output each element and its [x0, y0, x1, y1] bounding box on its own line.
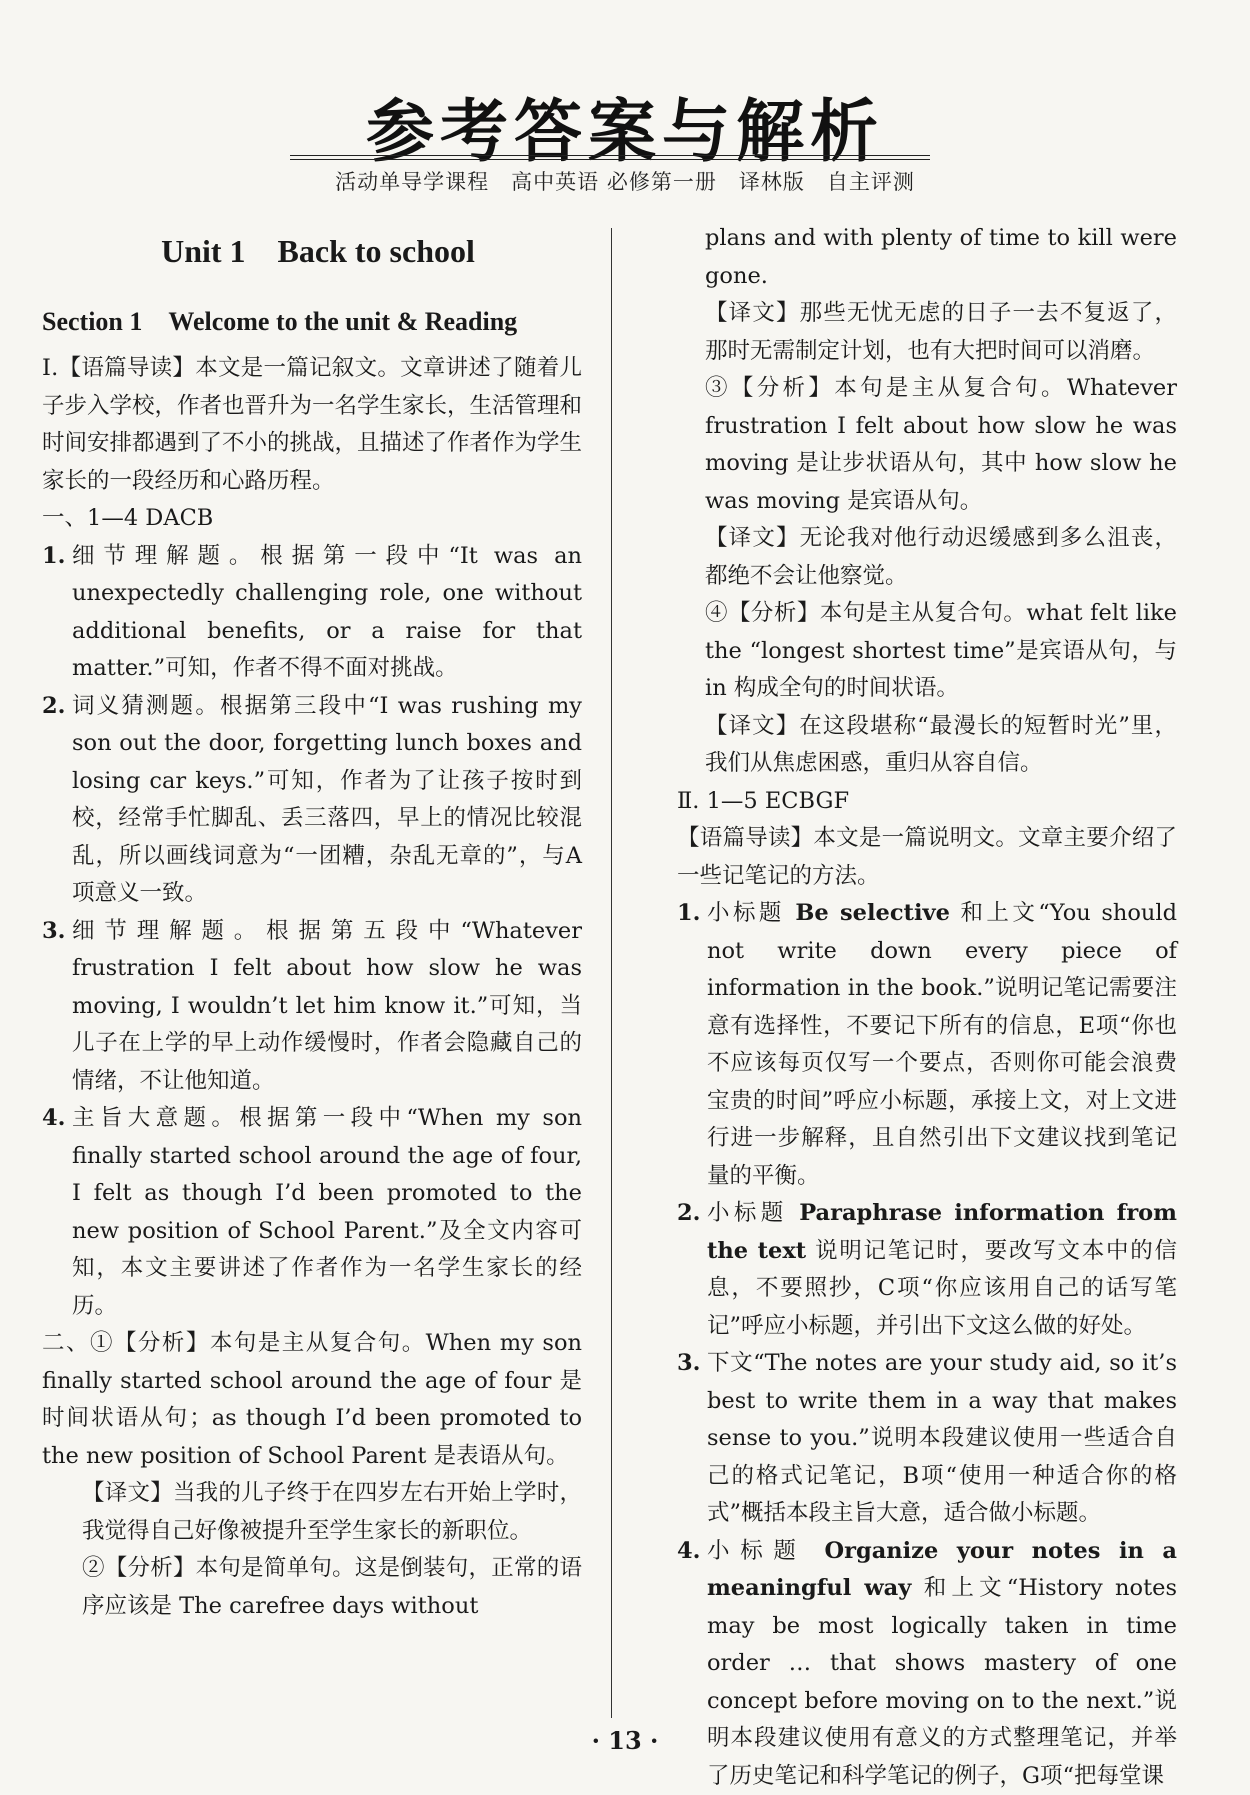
continued-paragraph: plans and with plenty of time to kill were gone. [677, 220, 1177, 295]
left-column [42, 222, 582, 1625]
item-text: 下文“The notes are your study aid, so it’s best to write them in a way that makes sense to you.”说明本段建议使用一些适合自己的格式记笔记，B项“使用一种适合你的格式”概括本段主旨大意，适合做小标题。 [707, 1345, 1177, 1533]
translation-paragraph: 【译文】当我的儿子终于在四岁左右开始上学时，我觉得自己好像被提升至学生家长的新职位。 [42, 1475, 582, 1550]
unit-title: Unit 1 Back to school [42, 230, 582, 272]
item-text: 小标题 Be selective 和上文“You should not write down every piece of information in the book.”说明记笔记需要注意有选择性，不要记下所有的信息，E项“你也不应该每页仅写一个要点，否则你可能会浪费宝贵的时间”呼应小标题，承接上文，对上文进行进一步解释，且自然引出下文建议找到笔记量的平衡。 [707, 895, 1177, 1195]
column-divider [611, 228, 612, 1718]
item-text: 小标题 Organize your notes in a meaningful way 和上文“History notes may be most logically taken in time order … that shows mastery of one concept before moving on to the next.”说明本段建议使用有意义的方式整理笔记，并举了历史笔记和科学笔记的例子，G项“把每堂课 [707, 1533, 1177, 1795]
list-item [42, 1100, 582, 1325]
header-rule-bottom [290, 159, 930, 160]
list-item [677, 1533, 1177, 1795]
list-item [677, 1345, 1177, 1533]
item-number: 2. [42, 688, 72, 913]
item-number: 1. [677, 895, 707, 1195]
list-item [42, 688, 582, 913]
item-number: 2. [677, 1195, 707, 1345]
item-number: 4. [677, 1533, 707, 1795]
item-text: 主旨大意题。根据第一段中“When my son finally started school around the age of four, I felt as though I’d been promoted to the new position of School Parent.”及全文内容可知，本文主要讲述了作者作为一名学生家长的经历。 [72, 1100, 582, 1325]
item-number: 3. [677, 1345, 707, 1533]
answer-key: Ⅱ. 1—5 ECBGF [677, 783, 1177, 821]
list-item [677, 895, 1177, 1195]
translation-paragraph: 【译文】那些无忧无虑的日子一去不复返了，那时无需制定计划，也有大把时间可以消磨。 [677, 295, 1177, 370]
passage-intro: 【语篇导读】本文是一篇说明文。文章主要介绍了一些记笔记的方法。 [677, 820, 1177, 895]
translation-paragraph: 【译文】在这段堪称“最漫长的短暂时光”里，我们从焦虑困惑，重归从容自信。 [677, 708, 1177, 783]
item-text: 词义猜测题。根据第三段中“I was rushing my son out the door, forgetting lunch boxes and losing car keys.”可知，作者为了让孩子按时到校，经常手忙脚乱、丢三落四，早上的情况比较混乱，所以画线词意为“一团糟，杂乱无章的”，与A项意义一致。 [72, 688, 582, 913]
right-column [677, 220, 1177, 1795]
page-title: 参考答案与解析 [0, 78, 1250, 175]
section-title: Section 1 Welcome to the unit & Reading [42, 302, 582, 342]
list-item [42, 538, 582, 688]
list-item [42, 913, 582, 1101]
analysis-paragraph: 二、①【分析】本句是主从复合句。When my son finally started school around the age of four 是时间状语从句；as though I’d been promoted to the new position of School Parent 是表语从句。 [42, 1325, 582, 1475]
header-rule-top [290, 155, 930, 156]
item-number: 4. [42, 1100, 72, 1325]
analysis-paragraph: ③【分析】本句是主从复合句。Whatever frustration I felt about how slow he was moving 是让步状语从句，其中 how slow he was moving 是宾语从句。 [677, 370, 1177, 520]
item-text: 细节理解题。根据第一段中“It was an unexpectedly challenging role, one without additional benefits, or a raise for that matter.”可知，作者不得不面对挑战。 [72, 538, 582, 688]
analysis-paragraph: ④【分析】本句是主从复合句。what felt like the “longest shortest time”是宾语从句，与 in 构成全句的时间状语。 [677, 595, 1177, 708]
answer-key: 一、1—4 DACB [42, 500, 582, 538]
item-text: 小标题 Paraphrase information from the text 说明记笔记时，要改写文本中的信息，不要照抄，C项“你应该用自己的话写笔记”呼应小标题，并引出下文这么做的好处。 [707, 1195, 1177, 1345]
list-item [677, 1195, 1177, 1345]
header-subtitle: 活动单导学课程 高中英语 必修第一册 译林版 自主评测 [0, 166, 1250, 196]
translation-paragraph: 【译文】无论我对他行动迟缓感到多么沮丧，都绝不会让他察觉。 [677, 520, 1177, 595]
item-text: 细节理解题。根据第五段中“Whatever frustration I felt about how slow he was moving, I wouldn’t let him know it.”可知，当儿子在上学的早上动作缓慢时，作者会隐藏自己的情绪，不让他知道。 [72, 913, 582, 1101]
page-number: · 13 · [0, 1726, 1250, 1755]
passage-intro: Ⅰ.【语篇导读】本文是一篇记叙文。文章讲述了随着儿子步入学校，作者也晋升为一名学生家长，生活管理和时间安排都遇到了不小的挑战，且描述了作者作为学生家长的一段经历和心路历程。 [42, 350, 582, 500]
item-number: 1. [42, 538, 72, 688]
analysis-paragraph: ②【分析】本句是简单句。这是倒装句，正常的语序应该是 The carefree days without [42, 1550, 582, 1625]
item-number: 3. [42, 913, 72, 1101]
